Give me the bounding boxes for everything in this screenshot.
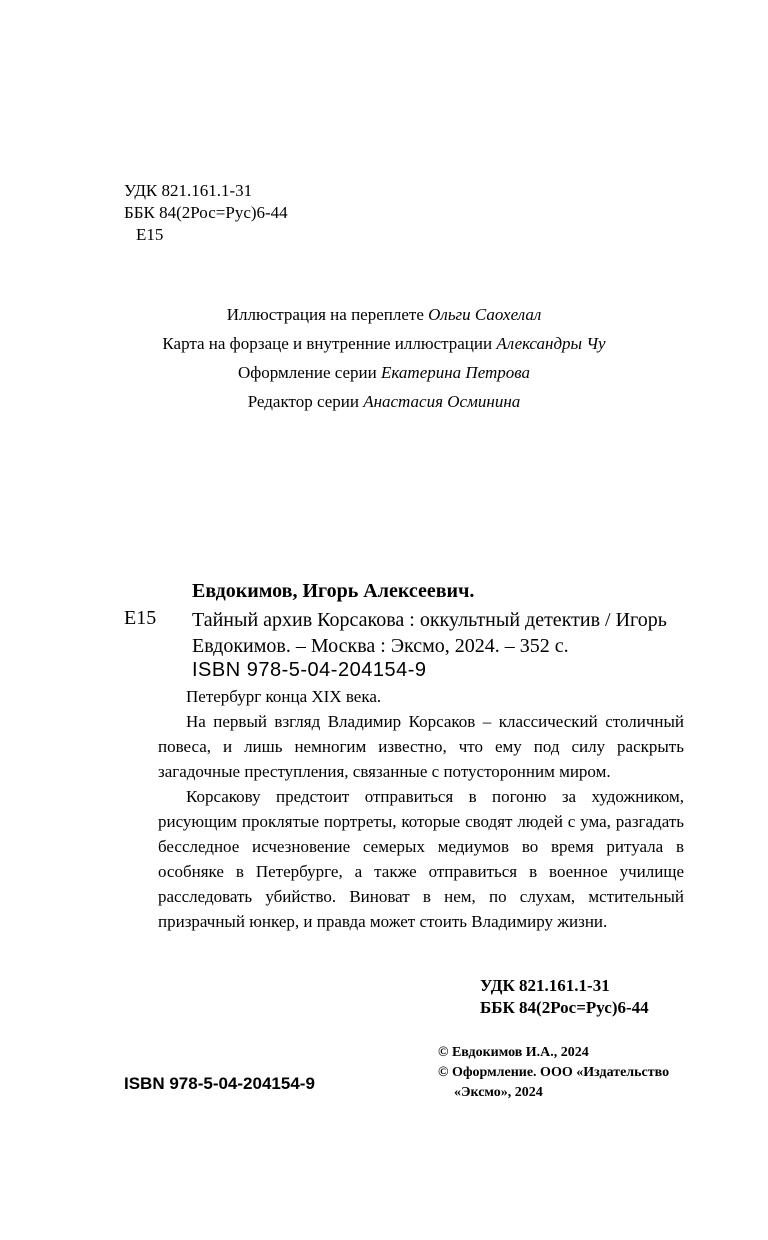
copyright-block (438, 1043, 669, 1103)
copyright-design: © Оформление. ООО «Издательство (438, 1065, 670, 1080)
bbk-code: ББК 84(2Рос=Рус)6-44 (124, 203, 288, 222)
bbk-code: ББК 84(2Рос=Рус)6-44 (480, 998, 649, 1017)
copyright-author: © Евдокимов И.А., 2024 (438, 1045, 589, 1060)
udk-block-bottom (480, 975, 649, 1019)
annotation-paragraph: Петербург конца XIX века. (186, 687, 382, 706)
udk-block-top (124, 180, 288, 246)
copyright-publisher: «Эксмо», 2024 (454, 1085, 543, 1100)
record-description: Тайный архив Корсакова : оккультный детектив / Игорь Евдокимов. – Москва : Эксмо, 2024. – 352 с. (192, 609, 667, 657)
credit-name: Александры Чу (496, 334, 606, 353)
annotation-paragraph: Корсакову предстоит отправиться в погоню за художником, рисующим проклятые портреты, которые сводят людей с ума, разгадать бесследное исчезновение семерых медиумов во время ритуала в особняке в Петербурге, а также отправиться в военное училище расследовать убийство. Виноват в нем, по слухам, мстительный призрачный юнкер, и правда может стоить Владимиру жизни. (158, 787, 684, 931)
credit-name: Ольги Саохелал (428, 305, 542, 324)
credit-label: Иллюстрация на переплете (226, 305, 424, 324)
credit-label: Карта на форзаце и внутренние иллюстрации (162, 334, 493, 353)
credit-label: Редактор серии (247, 392, 359, 411)
udk-code: УДК 821.161.1-31 (480, 976, 610, 995)
record-isbn: ISBN 978-5-04-204154-9 (192, 659, 427, 681)
record-author: Евдокимов, Игорь Алексеевич. (192, 580, 475, 602)
credits-block (0, 300, 768, 416)
isbn-bottom: ISBN 978-5-04-204154-9 (124, 1074, 315, 1093)
annotation-paragraph: На первый взгляд Владимир Корсаков – классический столичный повеса, и лишь немногим известно, что ему под силу раскрыть загадочные преступления, связанные с потусторонним миром. (158, 712, 684, 781)
credit-name: Анастасия Осминина (363, 392, 521, 411)
record-code: Е15 (124, 607, 157, 629)
author-sign: Е15 (136, 225, 164, 244)
credit-label: Оформление серии (237, 363, 377, 382)
credit-series-editor (0, 387, 768, 416)
credit-illustration-cover (0, 300, 768, 329)
udk-code: УДК 821.161.1-31 (124, 181, 253, 200)
credit-series-design (0, 358, 768, 387)
credit-map-illustrations (0, 329, 768, 358)
credit-name: Екатерина Петрова (381, 363, 531, 382)
annotation (158, 684, 684, 934)
